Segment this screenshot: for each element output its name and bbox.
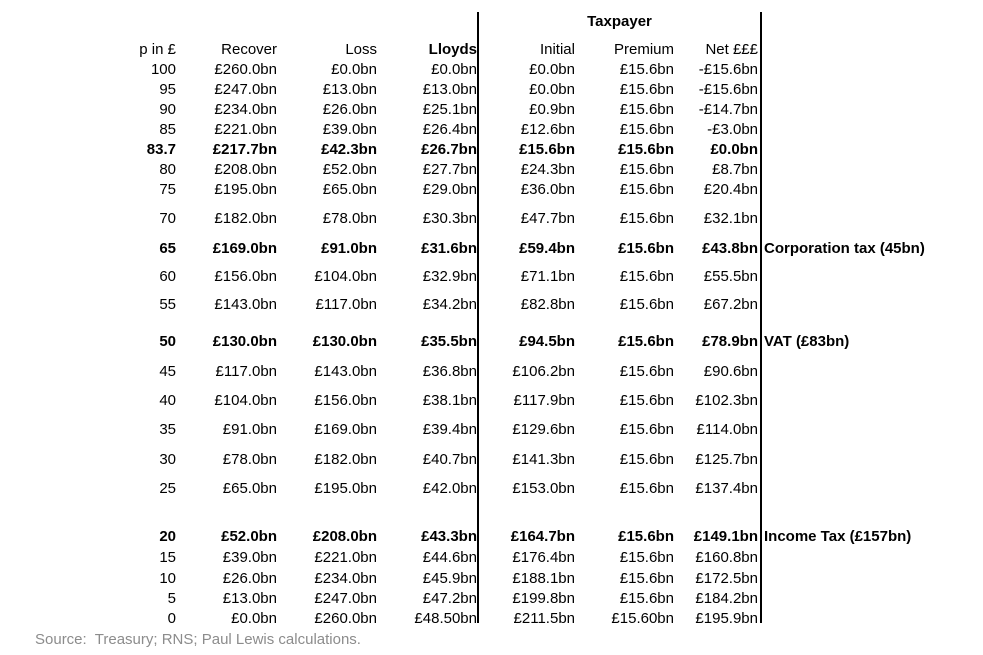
cell-annotation: [758, 80, 764, 100]
cell-recover: £143.0bn: [214, 296, 277, 313]
cell-lloyds: £36.8bn: [422, 363, 477, 380]
cell-initial: £106.2bn: [512, 363, 575, 380]
table-row: [0, 60, 925, 80]
cell-initial: £211.5bn: [513, 610, 575, 627]
table-row: [0, 120, 925, 140]
cell-loss: £52.0bn: [322, 161, 377, 178]
cell-annotation: [758, 180, 764, 200]
cell-recover: £130.0bn: [212, 333, 277, 350]
cell-lloyds: £30.3bn: [422, 210, 477, 227]
cell-annotation: [758, 295, 764, 315]
cell-p: 90: [159, 101, 176, 118]
cell-annotation: [758, 479, 764, 499]
cell-recover: £91.0bn: [222, 421, 277, 438]
cell-loss: £104.0bn: [314, 268, 377, 285]
table-row: [0, 160, 925, 180]
cell-loss: £130.0bn: [312, 333, 377, 350]
cell-recover: £221.0bn: [214, 121, 277, 138]
cell-premium: £15.6bn: [619, 480, 674, 497]
table-row: [0, 267, 925, 287]
cell-premium: £15.6bn: [619, 296, 674, 313]
cell-loss: £169.0bn: [314, 421, 377, 438]
cell-initial: £199.8bn: [512, 590, 575, 607]
cell-lloyds: £40.7bn: [422, 451, 477, 468]
cell-recover: £0.0bn: [231, 610, 277, 627]
cell-premium: £15.60bn: [611, 610, 674, 627]
cell-premium: £15.6bn: [619, 181, 674, 198]
table-row: [0, 140, 925, 160]
cell-premium: £15.6bn: [619, 549, 674, 566]
cell-loss: £143.0bn: [314, 363, 377, 380]
cell-net: -£15.6bn: [698, 61, 758, 78]
cell-net: -£15.6bn: [698, 81, 758, 98]
cell-net: £114.0bn: [696, 421, 758, 438]
cell-initial: £0.0bn: [529, 81, 575, 98]
table-row: [0, 362, 925, 382]
cell-premium: £15.6bn: [619, 421, 674, 438]
cell-annotation: [758, 609, 764, 629]
cell-recover: £65.0bn: [222, 480, 277, 497]
cell-loss: £78.0bn: [322, 210, 377, 227]
cell-loss: £117.0bn: [315, 296, 377, 313]
cell-loss: £39.0bn: [322, 121, 377, 138]
cell-annotation: [758, 569, 764, 589]
cell-p: 70: [159, 210, 176, 227]
table-row: [0, 569, 925, 589]
cell-initial: £0.9bn: [529, 101, 575, 118]
column-header-recover: Recover: [221, 41, 277, 58]
cell-recover: £208.0bn: [214, 161, 277, 178]
cell-p: 20: [159, 528, 176, 545]
cell-loss: £260.0bn: [314, 610, 377, 627]
cell-recover: £39.0bn: [222, 549, 277, 566]
cell-lloyds: £34.2bn: [422, 296, 477, 313]
cell-loss: £208.0bn: [312, 528, 377, 545]
cell-annotation: [758, 60, 764, 80]
cell-lloyds: £25.1bn: [422, 101, 477, 118]
cell-net: £160.8bn: [695, 549, 758, 566]
cell-premium: £15.6bn: [619, 451, 674, 468]
cell-net: £78.9bn: [702, 333, 758, 350]
cell-initial: £188.1bn: [512, 570, 575, 587]
cell-premium: £15.6bn: [618, 528, 674, 545]
table-row: [0, 527, 925, 547]
cell-p: 50: [159, 333, 176, 350]
column-header-loss: Loss: [345, 41, 377, 58]
cell-premium: £15.6bn: [619, 392, 674, 409]
cell-lloyds: £44.6bn: [422, 549, 477, 566]
cell-lloyds: £32.9bn: [422, 268, 477, 285]
cell-loss: £221.0bn: [314, 549, 377, 566]
column-header-p: p in £: [139, 41, 176, 58]
cell-lloyds: £29.0bn: [422, 181, 477, 198]
cell-premium: £15.6bn: [619, 570, 674, 587]
cell-p: 5: [167, 590, 176, 607]
table-row: [0, 180, 925, 200]
cell-net: £32.1bn: [703, 210, 758, 227]
data-table: [0, 35, 925, 629]
table-row: [0, 589, 925, 609]
cell-initial: £141.3bn: [512, 451, 575, 468]
cell-premium: £15.6bn: [619, 268, 674, 285]
cell-initial: £36.0bn: [520, 181, 575, 198]
cell-p: 55: [159, 296, 176, 313]
cell-annotation: [758, 160, 764, 180]
table-row: [0, 295, 925, 315]
cell-initial: £15.6bn: [519, 141, 575, 158]
cell-initial: £164.7bn: [510, 528, 575, 545]
cell-lloyds: £47.2bn: [422, 590, 477, 607]
cell-initial: £82.8bn: [520, 296, 575, 313]
cell-premium: £15.6bn: [619, 61, 674, 78]
cell-lloyds: £38.1bn: [422, 392, 477, 409]
cell-net: £125.7bn: [695, 451, 758, 468]
column-header-net: Net £££: [705, 41, 758, 58]
cell-loss: £65.0bn: [322, 181, 377, 198]
cell-net: £149.1bn: [693, 528, 758, 545]
cell-premium: £15.6bn: [619, 590, 674, 607]
cell-p: 75: [159, 181, 176, 198]
cell-annotation: [758, 362, 764, 382]
source-note: Source: Treasury; RNS; Paul Lewis calculations.: [35, 631, 361, 648]
table-row: [0, 239, 925, 259]
cell-recover: £195.0bn: [214, 181, 277, 198]
cell-p: 30: [159, 451, 176, 468]
cell-premium: £15.6bn: [618, 333, 674, 350]
cell-net: £172.5bn: [695, 570, 758, 587]
cell-lloyds: £13.0bn: [422, 81, 477, 98]
cell-loss: £234.0bn: [314, 570, 377, 587]
cell-lloyds: £35.5bn: [421, 333, 477, 350]
cell-initial: £117.9bn: [513, 392, 575, 409]
cell-initial: £24.3bn: [520, 161, 575, 178]
cell-loss: £156.0bn: [314, 392, 377, 409]
cell-premium: £15.6bn: [619, 161, 674, 178]
cell-lloyds: £42.0bn: [422, 480, 477, 497]
cell-net: -£14.7bn: [698, 101, 758, 118]
column-header-premium: Premium: [613, 41, 674, 58]
cell-recover: £117.0bn: [215, 363, 277, 380]
cell-net: £0.0bn: [710, 141, 758, 158]
cell-recover: £182.0bn: [214, 210, 277, 227]
cell-premium: £15.6bn: [618, 240, 674, 257]
cell-initial: £94.5bn: [519, 333, 575, 350]
cell-annotation: [758, 209, 764, 229]
cell-annotation: Corporation tax (45bn): [764, 240, 925, 257]
cell-p: 0: [167, 610, 176, 627]
cell-lloyds: £45.9bn: [422, 570, 477, 587]
cell-net: £137.4bn: [695, 480, 758, 497]
cell-p: 35: [159, 421, 176, 438]
cell-lloyds: £43.3bn: [421, 528, 477, 545]
cell-recover: £26.0bn: [222, 570, 277, 587]
cell-annotation: [758, 100, 764, 120]
cell-p: 85: [159, 121, 176, 138]
cell-p: 10: [159, 570, 176, 587]
cell-annotation: [758, 420, 764, 440]
cell-recover: £156.0bn: [214, 268, 277, 285]
cell-recover: £104.0bn: [214, 392, 277, 409]
cell-annotation: Income Tax (£157bn): [764, 528, 912, 545]
cell-net: £55.5bn: [703, 268, 758, 285]
cell-initial: £59.4bn: [519, 240, 575, 257]
table-row: [0, 450, 925, 470]
cell-annotation: [758, 589, 764, 609]
cell-premium: £15.6bn: [619, 101, 674, 118]
cell-p: 80: [159, 161, 176, 178]
cell-loss: £26.0bn: [322, 101, 377, 118]
cell-initial: £47.7bn: [520, 210, 575, 227]
cell-net: £184.2bn: [695, 590, 758, 607]
cell-lloyds: £0.0bn: [431, 61, 477, 78]
cell-initial: £129.6bn: [512, 421, 575, 438]
cell-loss: £0.0bn: [331, 61, 377, 78]
cell-p: 25: [159, 480, 176, 497]
cell-p: 60: [159, 268, 176, 285]
cell-net: £102.3bn: [695, 392, 758, 409]
cell-net: £67.2bn: [703, 296, 758, 313]
table-body: [0, 60, 925, 629]
column-header-initial: Initial: [539, 41, 575, 58]
cell-lloyds: £26.4bn: [422, 121, 477, 138]
cell-initial: £12.6bn: [520, 121, 575, 138]
cell-recover: £247.0bn: [214, 81, 277, 98]
cell-annotation: [758, 267, 764, 287]
cell-lloyds: £39.4bn: [422, 421, 477, 438]
cell-lloyds: £26.7bn: [421, 141, 477, 158]
cell-annotation: [758, 391, 764, 411]
cell-lloyds: £31.6bn: [421, 240, 477, 257]
cell-recover: £78.0bn: [222, 451, 277, 468]
taxpayer-group-header: Taxpayer: [587, 13, 652, 30]
cell-premium: £15.6bn: [619, 363, 674, 380]
cell-net: £195.9bn: [695, 610, 758, 627]
cell-lloyds: £27.7bn: [422, 161, 477, 178]
cell-p: 83.7: [146, 141, 176, 158]
cell-p: 45: [159, 363, 176, 380]
cell-annotation: [758, 548, 764, 568]
cell-initial: £0.0bn: [529, 61, 575, 78]
cell-recover: £234.0bn: [214, 101, 277, 118]
cell-net: £8.7bn: [712, 161, 758, 178]
cell-annotation: [758, 120, 764, 140]
cell-loss: £13.0bn: [322, 81, 377, 98]
cell-loss: £182.0bn: [314, 451, 377, 468]
table-row: [0, 100, 925, 120]
cell-annotation: VAT (£83bn): [764, 333, 850, 350]
cell-net: £90.6bn: [703, 363, 758, 380]
cell-annotation: [758, 140, 764, 160]
cell-premium: £15.6bn: [619, 81, 674, 98]
cell-premium: £15.6bn: [618, 141, 674, 158]
cell-initial: £176.4bn: [512, 549, 575, 566]
cell-premium: £15.6bn: [619, 210, 674, 227]
table-row: [0, 420, 925, 440]
table-row: [0, 609, 925, 629]
cell-loss: £91.0bn: [321, 240, 377, 257]
cell-p: 15: [159, 549, 176, 566]
cell-p: 40: [159, 392, 176, 409]
cell-p: 95: [159, 81, 176, 98]
table-row: [0, 332, 925, 352]
cell-annotation: [758, 450, 764, 470]
cell-net: -£3.0bn: [707, 121, 758, 138]
table-row: [0, 479, 925, 499]
table-row: [0, 548, 925, 568]
cell-recover: £52.0bn: [221, 528, 277, 545]
cell-initial: £71.1bn: [520, 268, 575, 285]
table-row: [0, 80, 925, 100]
table-row: [0, 391, 925, 411]
cell-loss: £195.0bn: [314, 480, 377, 497]
cell-p: 100: [150, 61, 176, 78]
cell-recover: £217.7bn: [212, 141, 277, 158]
cell-recover: £13.0bn: [222, 590, 277, 607]
cell-lloyds: £48.50bn: [414, 610, 477, 627]
table-row: [0, 209, 925, 229]
cell-net: £20.4bn: [703, 181, 758, 198]
table-header-row: [0, 40, 925, 60]
cell-recover: £260.0bn: [214, 61, 277, 78]
cell-recover: £169.0bn: [212, 240, 277, 257]
cell-net: £43.8bn: [702, 240, 758, 257]
cell-loss: £42.3bn: [321, 141, 377, 158]
cell-premium: £15.6bn: [619, 121, 674, 138]
cell-initial: £153.0bn: [512, 480, 575, 497]
cell-p: 65: [159, 240, 176, 257]
cell-loss: £247.0bn: [314, 590, 377, 607]
column-header-lloyds: Lloyds: [428, 41, 477, 58]
